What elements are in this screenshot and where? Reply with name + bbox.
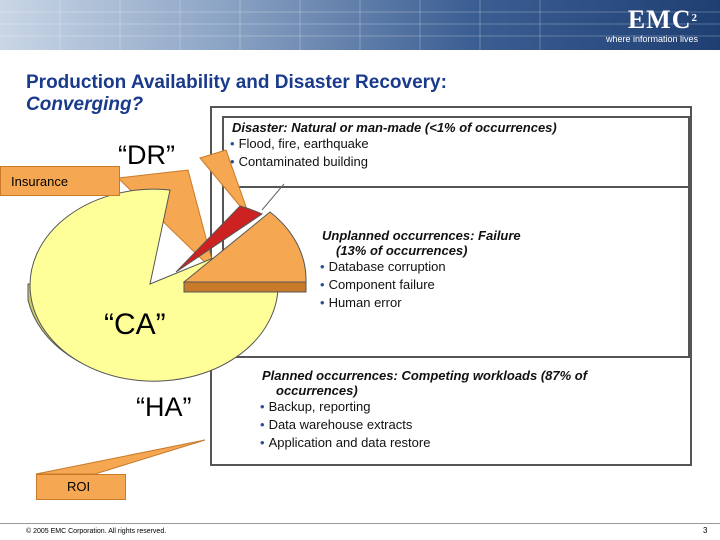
planned-heading: Planned occurrences: Competing workloads (87% of (262, 368, 588, 383)
roi-callout (36, 474, 126, 500)
unplanned-subheading: (13% of occurrences) (336, 243, 468, 258)
logo-superscript: 2 (691, 12, 698, 24)
bullet-dot-icon: • (320, 295, 325, 310)
copyright-text: © 2005 EMC Corporation. All rights reserved. (26, 528, 167, 535)
bullet-dot-icon: • (260, 435, 265, 450)
unplanned-bullet-text: Database corruption (328, 259, 446, 274)
disaster-bullet-text: Flood, fire, earthquake (238, 136, 369, 151)
bullet-dot-icon: • (230, 154, 235, 169)
title-line-2: Converging? (26, 94, 144, 115)
unplanned-bullet-text: Component failure (328, 277, 435, 292)
disaster-heading: Disaster: Natural or man-made (<1% of occurrences) (232, 120, 557, 135)
roi-callout-pointer (36, 440, 205, 474)
bullet-dot-icon: • (320, 277, 325, 292)
ha-label: “HA” (136, 392, 192, 422)
disaster-bullet-text: Contaminated building (238, 154, 368, 169)
unplanned-heading: Unplanned occurrences: Failure (322, 228, 521, 243)
ca-label: “CA” (104, 308, 166, 341)
bullet-dot-icon: • (260, 399, 265, 414)
footer-divider (0, 523, 720, 524)
dr-label: “DR” (118, 140, 175, 170)
page-number: 3 (703, 526, 708, 535)
logo-tagline: where information lives (605, 34, 698, 44)
bullet-dot-icon: • (230, 136, 235, 151)
unplanned-bullet-text: Human error (328, 295, 402, 310)
planned-bullet-text: Backup, reporting (268, 399, 371, 414)
insurance-label: Insurance (11, 174, 69, 189)
pie-slice-unplanned-side (184, 282, 306, 292)
insurance-callout (0, 166, 120, 196)
bullet-dot-icon: • (320, 259, 325, 274)
title-line-1: Production Availability and Disaster Recovery: (26, 72, 447, 93)
logo-text: EMC (627, 5, 692, 34)
planned-bullet-text: Application and data restore (268, 435, 431, 450)
planned-bullet-text: Data warehouse extracts (268, 417, 413, 432)
bullet-dot-icon: • (260, 417, 265, 432)
disaster-leader-line (262, 184, 284, 210)
planned-subheading: occurrences) (276, 383, 358, 398)
roi-label: ROI (67, 479, 91, 494)
